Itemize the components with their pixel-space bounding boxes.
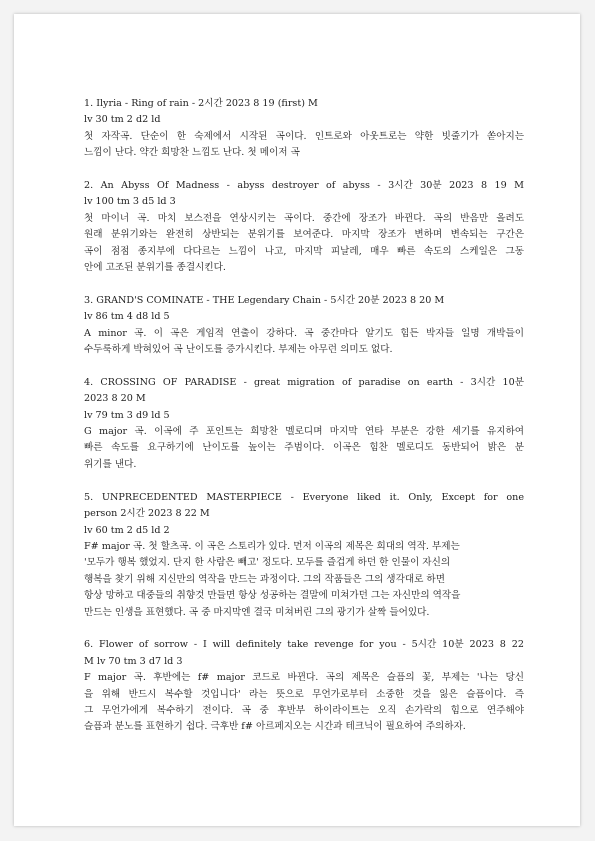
entry-description: 수두룩하게 박혀있어 곡 난이도를 증가시킨다. 부제는 아무런 의미도 없다. [84,344,393,356]
song-entry-6 [84,637,524,735]
entry-description: 그 무언가에게 복수하기 전이다. 곡 중 후반부 하이라이트는 오직 손가락의 힘으로 연주해야 [84,704,524,716]
entry-description: 느낌이 난다. 약간 희망찬 느낌도 난다. 첫 메이저 곡 [84,147,300,159]
entry-stats: M lv 70 tm 3 d7 ld 3 [84,655,183,667]
entry-description: 빠른 속도를 요구하기에 난이도를 높이는 주범이다. 이곡은 힘찬 멜로디도 동반되어 밝은 분 [84,442,524,454]
song-entry-4 [84,375,524,473]
entry-description: A minor 곡. 이 곡은 게임적 연출이 강하다. 곡 중간마다 알기도 힘든 박자들 일명 개박들이 [84,327,524,339]
entry-description: F major 곡. 후반에는 f# major 코드로 바뀐다. 곡의 제목은 슬픔의 꽃, 부제는 '나는 당신 [84,672,524,684]
entry-stats: lv 79 tm 3 d9 ld 5 [84,409,170,421]
entry-title: 4. CROSSING OF PARADISE - great migration of paradise on earth - 3시간 10분 [84,376,524,388]
entry-title-cont: 2023 8 20 M [84,393,146,405]
entry-title: 1. Ilyria - Ring of rain - 2시간 2023 8 19 (first) M [84,98,318,109]
entry-description: F# major 곡. 첫 할츠곡. 이 곡은 스토리가 있다. 먼저 이곡의 제목은 희대의 역작. 부제는 [84,540,460,552]
entry-description: 안에 고조된 분위기를 종결시킨다. [84,262,226,274]
document-body [84,96,524,752]
entry-description: 행복을 찾기 위해 지신만의 역작을 만드는 과정이다. 그의 작품들은 그의 생각대로 하면 [84,573,445,585]
song-entry-5 [84,490,524,621]
entry-description: 첫 마이너 곡. 마치 보스전을 연상시키는 곡이다. 중간에 장조가 바뀐다. 곡의 반음만 올려도 [84,212,524,224]
entry-title: 5. UNPRECEDENTED MASTERPIECE - Everyone liked it. Only, Except for one [84,491,524,503]
entry-stats: lv 30 tm 2 d2 ld [84,114,161,126]
entry-title: 2. An Abyss Of Madness - abyss destroyer of abyss - 3시간 30분 2023 8 19 M [84,180,524,192]
entry-stats: lv 100 tm 3 d5 ld 3 [84,196,176,208]
song-entry-2 [84,178,524,276]
entry-description: 첫 자작곡. 단순이 한 숙제에서 시작된 곡이다. 인트로와 아웃트로는 약한 빗줄기가 쏟아지는 [84,130,524,142]
entry-description: 위기를 낸다. [84,458,137,470]
entry-description: 슬픔과 분노를 표현하기 쉽다. 극후반 f# 아르페지오는 시간과 테크닉이 필요하여 주의하자. [84,721,466,733]
entry-title: 3. GRAND'S COMINATE - THE Legendary Chain - 5시간 20분 2023 8 20 M [84,294,445,306]
entry-title-cont: person 2시간 2023 8 22 M [84,508,210,520]
entry-stats: lv 86 tm 4 d8 ld 5 [84,311,170,323]
entry-description: 원래 분위기와는 완전히 상반되는 분위기를 보여준다. 마지막 장조가 변하며 변속되는 구간은 [84,229,524,241]
song-entry-3 [84,293,524,359]
document-page [14,14,580,826]
entry-description: 만드는 인생을 표현했다. 곡 중 마지막엔 결국 미쳐버린 그의 광기가 살짝 들어있다. [84,606,430,618]
entry-description: 을 위해 반드시 복수할 것입니다' 라는 뜻으로 무언가로부터 소중한 것을 잃은 슬픔이다. 즉 [84,688,524,700]
entry-stats: lv 60 tm 2 d5 ld 2 [84,524,170,536]
entry-title: 6. Flower of sorrow - I will definitely take revenge for you - 5시간 10분 2023 8 22 [84,639,524,651]
entry-description: 항상 망하고 대중들의 취향것 만들면 항상 성공하는 결말에 미쳐가던 그는 자신만의 역작을 [84,590,461,602]
entry-description: 곡이 점점 종지부에 다다르는 느낌이 나고, 마지막 피날레, 매우 빠른 속도의 스케일은 그동 [84,245,524,257]
entry-description: G major 곡. 이곡에 주 포인트는 희망찬 멜로디며 마지막 연타 부분은 강한 세기를 유지하여 [84,426,524,438]
entry-description: '모두가 행복 했었지. 단지 한 사람은 빼고' 정도다. 모두를 즐겁게 하던 한 인물이 자신의 [84,557,451,569]
song-entry-1 [84,96,524,162]
